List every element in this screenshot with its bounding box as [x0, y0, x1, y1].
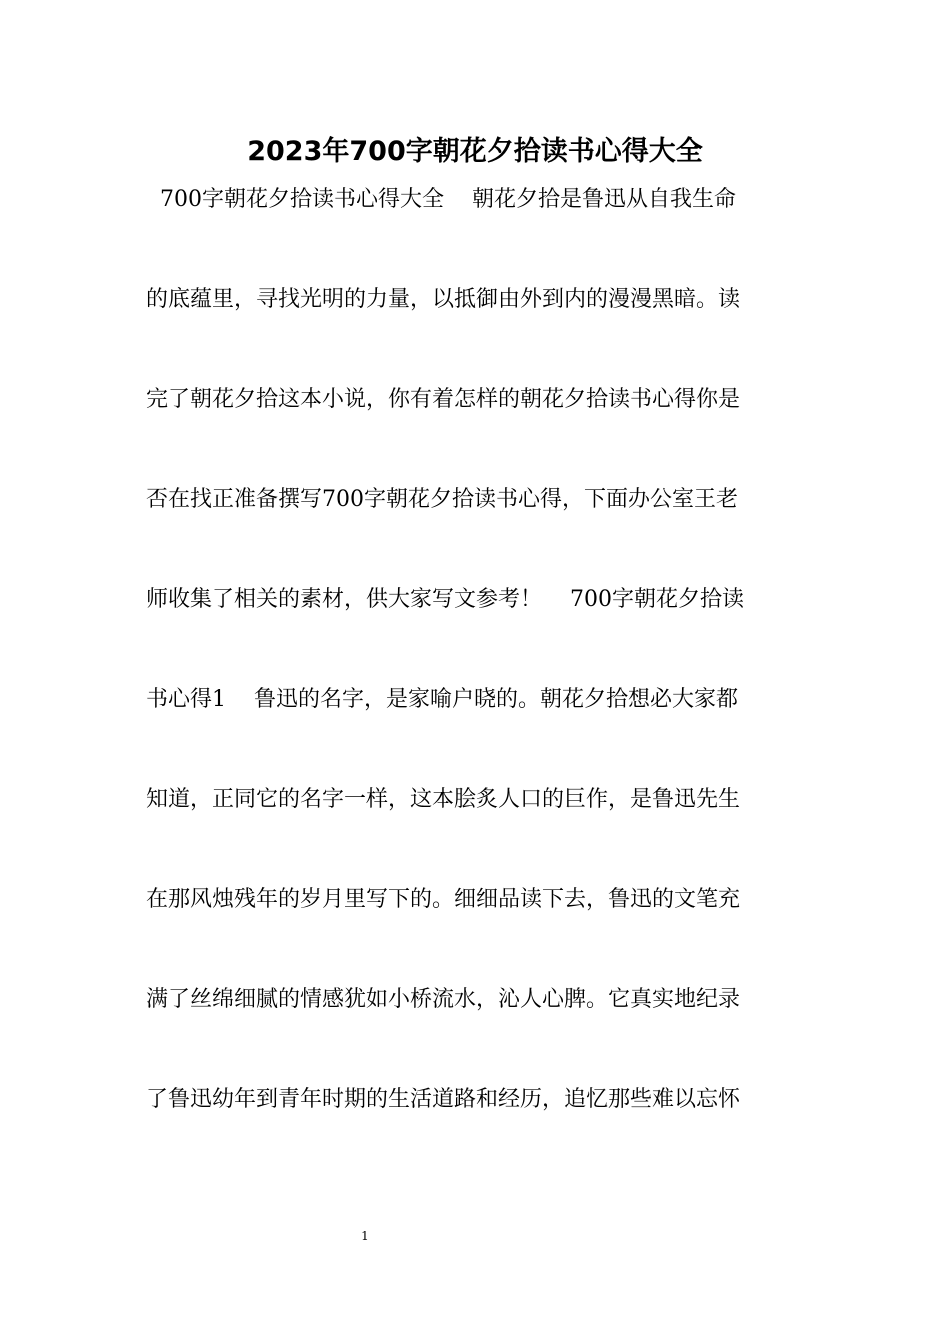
- document-title: 2023年700字朝花夕拾读书心得大全: [247, 136, 703, 167]
- body-line-4: 否在找正准备撰写700字朝花夕拾读书心得，下面办公室王老: [146, 487, 738, 512]
- body-line-10: 了鲁迅幼年到青年时期的生活道路和经历，追忆那些难以忘怀: [146, 1087, 741, 1112]
- body-line-2: 的底蕴里，寻找光明的力量，以抵御由外到内的漫漫黑暗。读: [146, 287, 741, 312]
- body-line-1: 700字朝花夕拾读书心得大全 朝花夕拾是鲁迅从自我生命: [146, 187, 736, 212]
- body-line-9: 满了丝绵细腻的情感犹如小桥流水，沁人心脾。它真实地纪录: [146, 987, 741, 1012]
- body-line-7: 知道，正同它的名字一样，这本脍炙人口的巨作，是鲁迅先生: [146, 787, 741, 812]
- page-number: 1: [361, 1229, 369, 1243]
- body-line-3: 完了朝花夕拾这本小说，你有着怎样的朝花夕拾读书心得你是: [146, 387, 741, 412]
- body-line-5: 师收集了相关的素材，供大家写文参考！ 700字朝花夕拾读: [146, 587, 744, 612]
- body-line-8: 在那风烛残年的岁月里写下的。细细品读下去，鲁迅的文笔充: [146, 887, 741, 912]
- body-line-6: 书心得1 鲁迅的名字，是家喻户晓的。朝花夕拾想必大家都: [146, 687, 738, 712]
